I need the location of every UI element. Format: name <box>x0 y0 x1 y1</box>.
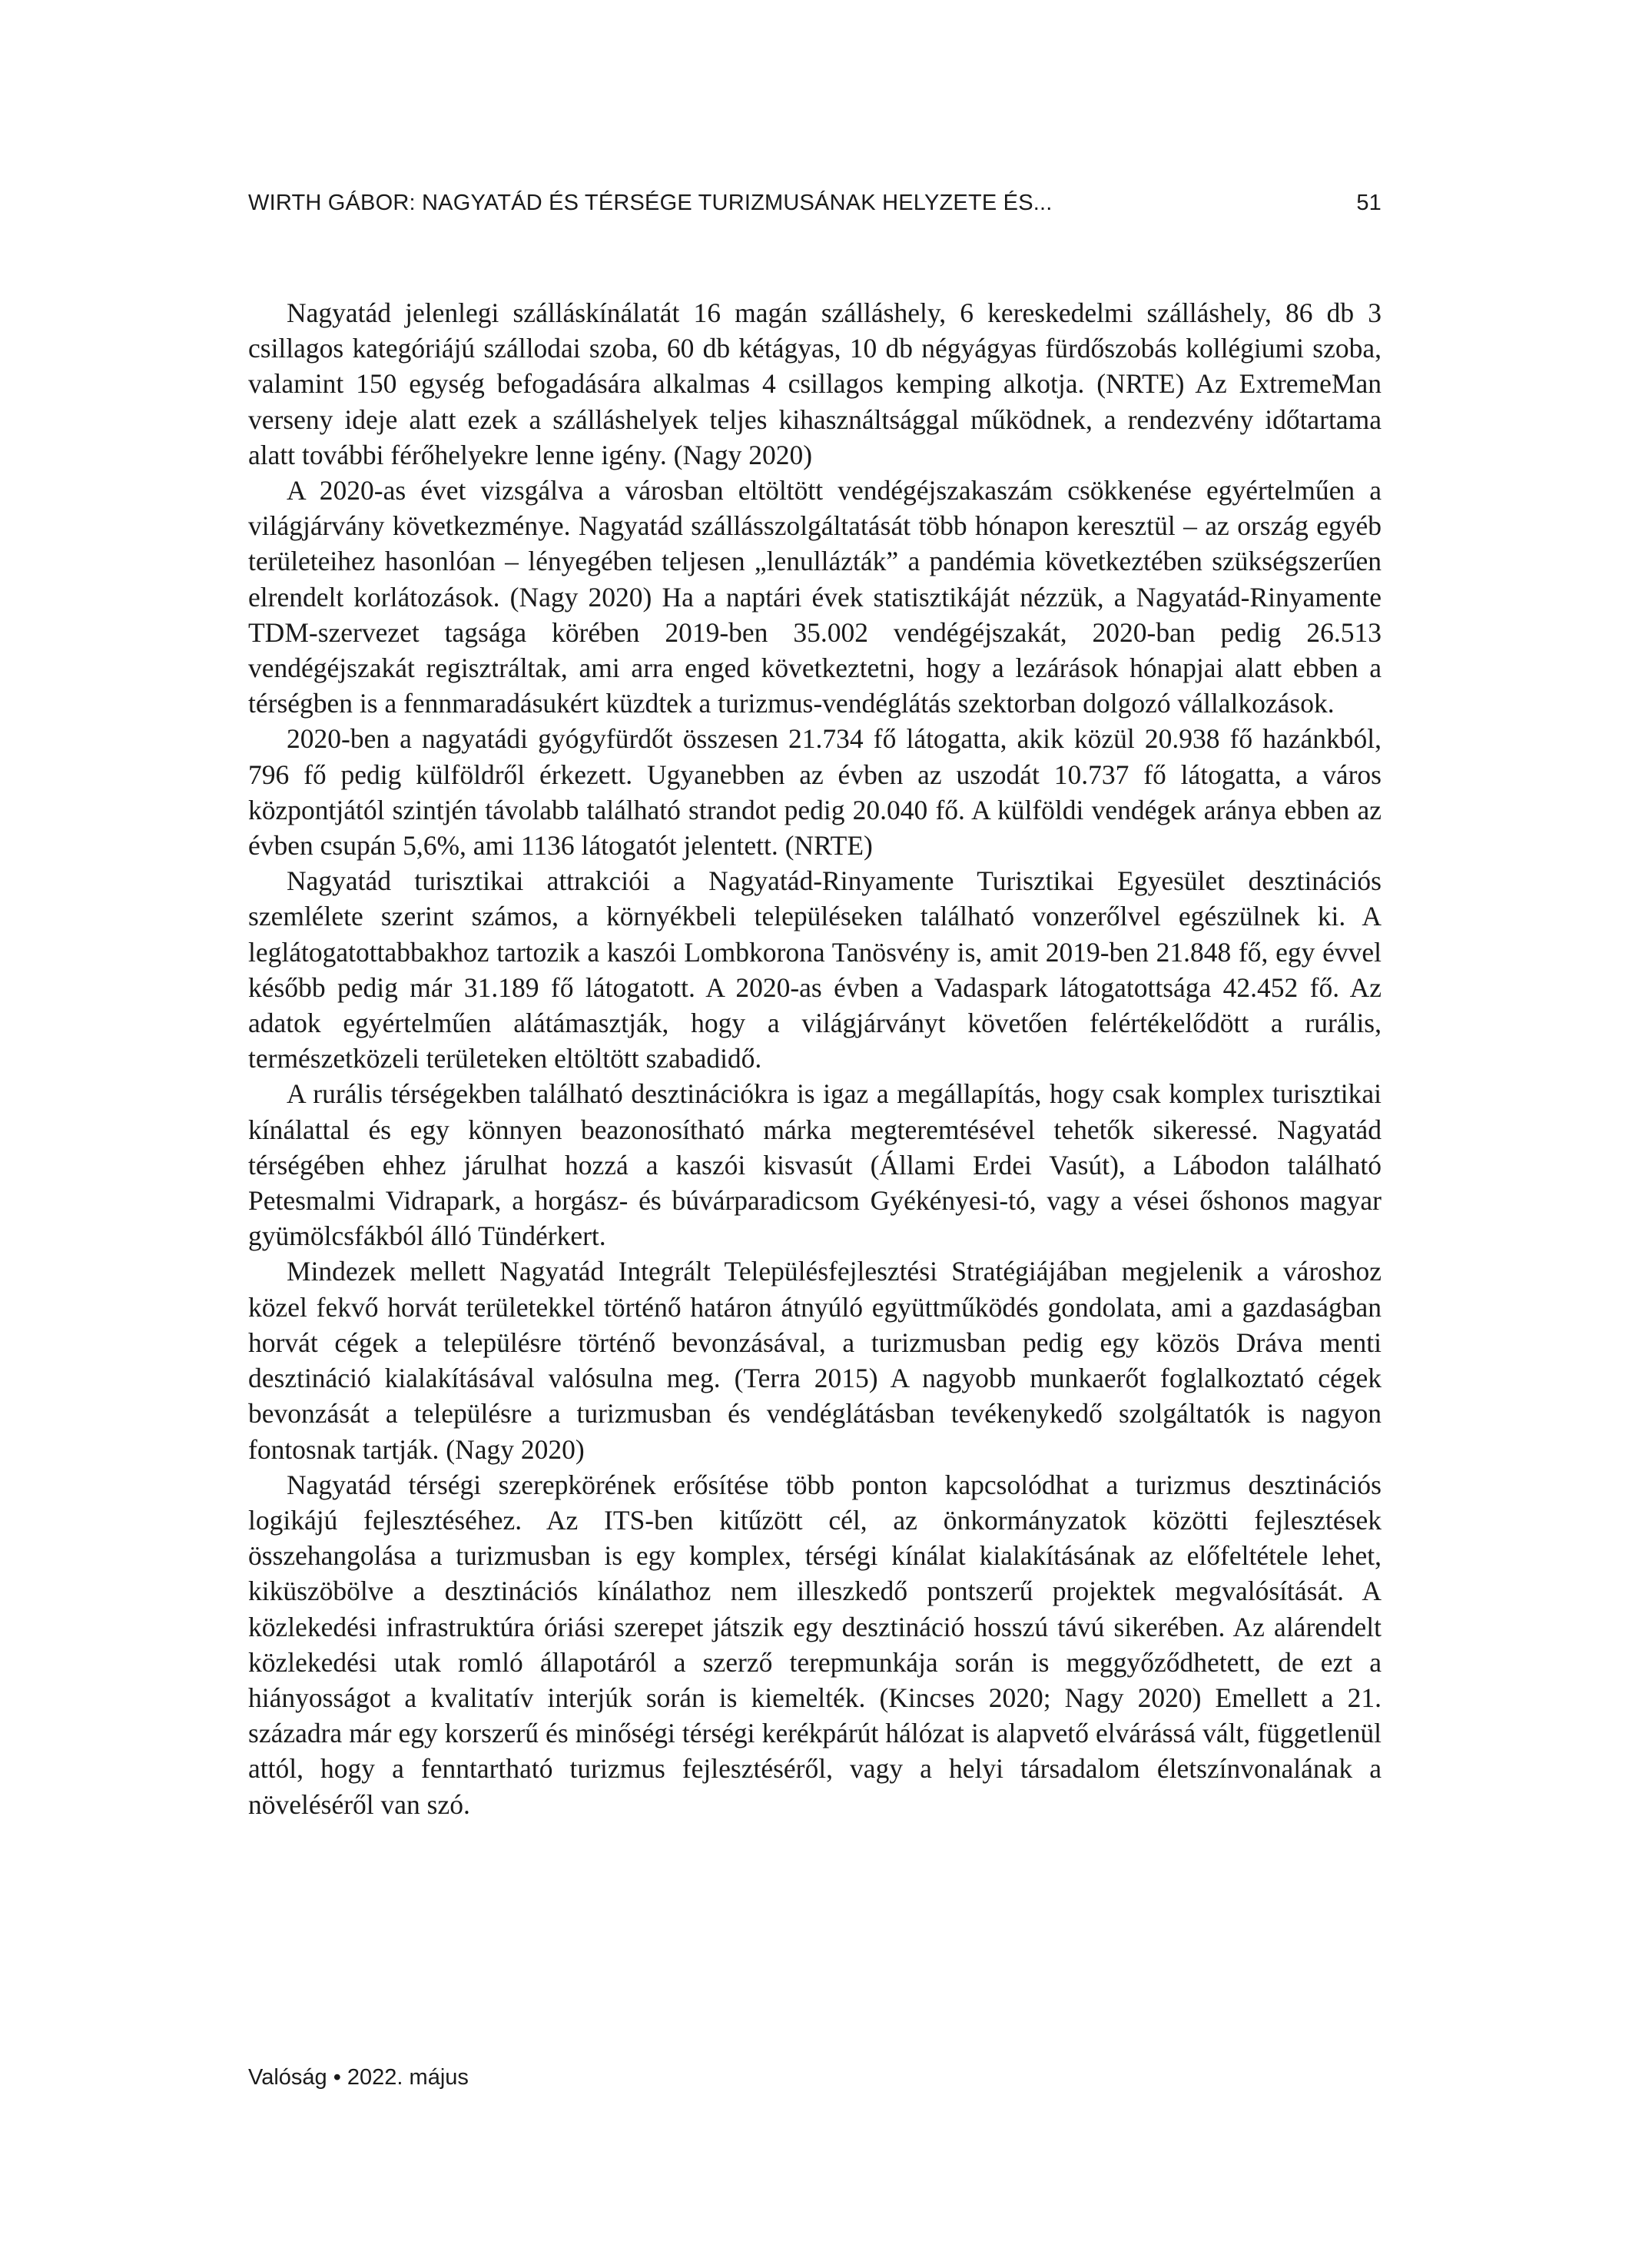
running-header <box>248 191 1382 221</box>
page-number: 51 <box>1356 191 1382 215</box>
paragraph: Mindezek mellett Nagyatád Integrált Településfejlesztési Stratégiájában megjelenik a városhoz közel fekvő horvát területekkel történő határon átnyúló együttműködés gondolata, ami a gazdaságban horvát cégek a településre történő bevonzásával, a turizmusban pedig egy közös Dráva menti desztináció kialakításával valósulna meg. (Terra 2015) A nagyobb munkaerőt foglalkoztató cégek bevonzását a településre a turizmusban és vendéglátásban tevékenykedő szolgáltatók is nagyon fontosnak tartják. (Nagy 2020) <box>248 1256 1382 1465</box>
article-body <box>248 295 1382 1822</box>
paragraph: 2020-ben a nagyatádi gyógyfürdőt összesen 21.734 fő látogatta, akik közül 20.938 fő hazánkból, 796 fő pedig külföldről érkezett. Ugyanebben az évben az uszodát 10.737 fő látogatta, a város központjától szintjén távolabb található strandot pedig 20.040 fő. A külföldi vendégek aránya ebben az évben csupán 5,6%, ami 1136 látogatót jelentett. (NRTE) <box>248 723 1382 862</box>
paragraph: Nagyatád térségi szerepkörének erősítése több ponton kapcsolódhat a turizmus desztinációs logikájú fejlesztéséhez. Az ITS-ben kitűzött cél, az önkormányzatok közötti fejlesztések összehangolása a turizmusban is egy komplex, térségi kínálat kialakításának az előfeltétele lehet, kiküszöbölve a desztinációs kínálathoz nem illeszkedő pontszerű projektek megvalósítását. A közlekedési infrastruktúra óriási szerepet játszik egy desztináció hosszú távú sikerében. Az alárendelt közlekedési utak romló állapotáról a szerző terepmunkája során is meggyőződhetett, de ezt a hiányosságot a kvalitatív interjúk során is kiemelték. (Kincses 2020; Nagy 2020) Emellett a 21. századra már egy korszerű és minőségi térségi kerékpárút hálózat is alapvető elvárássá vált, függetlenül attól, hogy a fenntartható turizmus fejlesztéséről, vagy a helyi társadalom életszínvonalának a növeléséről van szó. <box>248 1469 1382 1820</box>
paragraph: A rurális térségekben található desztinációkra is igaz a megállapítás, hogy csak komplex turisztikai kínálattal és egy könnyen beazonosítható márka megteremtésével tehetők sikeressé. Nagyatád térségében ehhez járulhat hozzá a kaszói kisvasút (Állami Erdei Vasút), a Lábodon található Petesmalmi Vidrapark, a horgász- és búvárparadicsom Gyékényesi-tó, vagy a vései őshonos magyar gyümölcsfákból álló Tündérkert. <box>248 1078 1382 1252</box>
page-footer: Valóság • 2022. május <box>248 2065 469 2090</box>
paragraph: Nagyatád jelenlegi szálláskínálatát 16 magán szálláshely, 6 kereskedelmi szálláshely, 86 db 3 csillagos kategóriájú szállodai szoba, 60 db kétágyas, 10 db négyágyas fürdőszobás kollégiumi szoba, valamint 150 egység befogadására alkalmas 4 csillagos kemping alkotja. (NRTE) Az ExtremeMan verseny ideje alatt ezek a szálláshelyek teljes kihasználtsággal működnek, a rendezvény időtartama alatt további férőhelyekre lenne igény. (Nagy 2020) <box>248 297 1382 470</box>
paragraph: Nagyatád turisztikai attrakciói a Nagyatád-Rinyamente Turisztikai Egyesület desztinációs szemlélete szerint számos, a környékbeli településeken található vonzerőlvel egészülnek ki. A leglátogatottabbakhoz tartozik a kaszói Lombkorona Tanösvény is, amit 2019-ben 21.848 fő, egy évvel később pedig már 31.189 fő látogatott. A 2020-as évben a Vadaspark látogatottsága 42.452 fő. Az adatok egyértelműen alátámasztják, hogy a világjárványt követően felértékelődött a rurális, természetközeli területeken eltöltött szabadidő. <box>248 865 1382 1074</box>
paragraph: A 2020-as évet vizsgálva a városban eltöltött vendégéjszakaszám csökkenése egyértelműen a világjárvány következménye. Nagyatád szállásszolgáltatását több hónapon keresztül – az ország egyéb területeihez hasonlóan – lényegében teljesen „lenullázták” a pandémia következtében szükségszerűen elrendelt korlátozások. (Nagy 2020) Ha a naptári évek statisztikáját nézzük, a Nagyatád-Rinyamente TDM-szervezet tagsága körében 2019-ben 35.002 vendégéjszakát, 2020-ban pedig 26.513 vendégéjszakát regisztráltak, ami arra enged következtetni, hogy a lezárások hónapjai alatt ebben a térségben is a fennmaradásukért küzdtek a turizmus-vendéglátás szektorban dolgozó vállalkozások. <box>248 475 1382 719</box>
running-title: WIRTH GÁBOR: NAGYATÁD ÉS TÉRSÉGE TURIZMUSÁNAK HELYZETE ÉS... <box>248 191 1053 215</box>
